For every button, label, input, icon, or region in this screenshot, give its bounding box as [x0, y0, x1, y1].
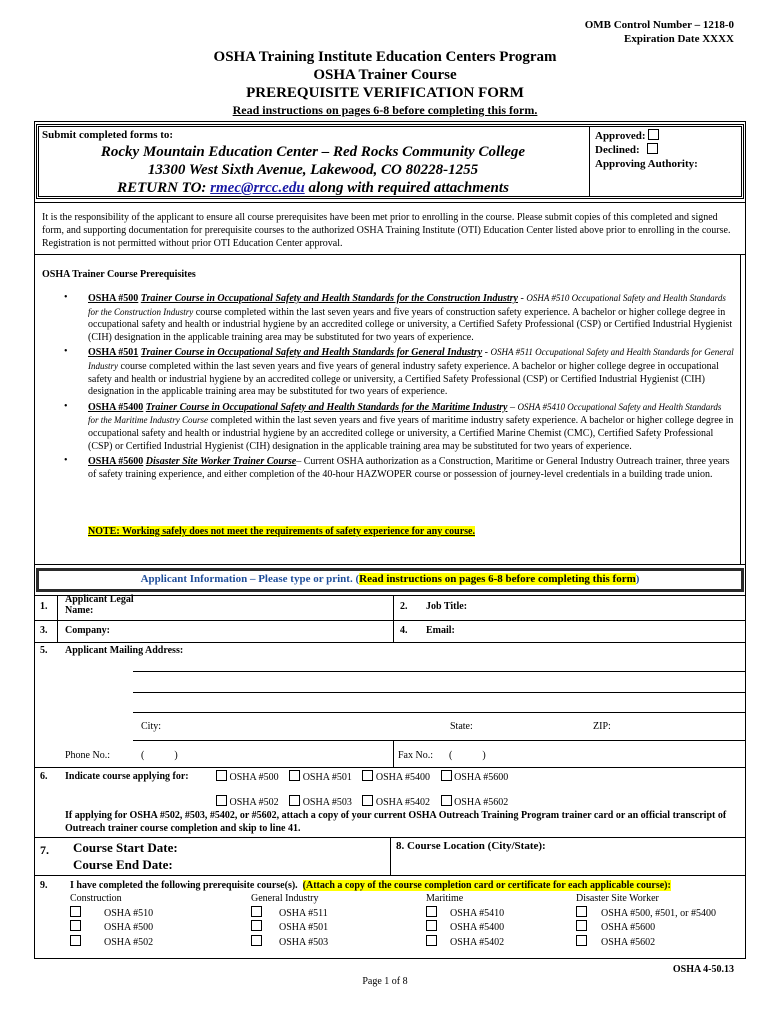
- checkbox[interactable]: [441, 770, 452, 781]
- course-checkbox-item[interactable]: OSHA #510: [70, 906, 153, 921]
- safety-note: NOTE: Working safely does not meet the requirements of safety experience for any course.: [88, 526, 475, 537]
- email-input[interactable]: [462, 622, 738, 640]
- checkbox[interactable]: [289, 795, 300, 806]
- course-checkbox-item[interactable]: OSHA #5410: [426, 906, 504, 921]
- row-5-number: 5.: [40, 645, 48, 656]
- job-title-input[interactable]: [480, 597, 738, 617]
- form-number: OSHA 4-50.13: [672, 964, 734, 975]
- option-osha-5402[interactable]: OSHA #5402: [362, 797, 430, 808]
- responsibility-text: It is the responsibility of the applicant to ensure all course prerequisites have been met prior to enrolling in the course. Please submit copies of this completed and signed form, and supporting documentation for prerequisite courses to the authorized OSHA Training Institute (OTI) Education Center listed above prior to enrolling in the course. Registration is not permitted without prior OTI Education Center approval.: [42, 212, 731, 249]
- prerequisites-heading: OSHA Trainer Course Prerequisites: [42, 269, 196, 280]
- declined-label: Declined:: [595, 144, 640, 156]
- street-address: 13300 West Sixth Avenue, Lakewood, CO 80228-1255: [147, 162, 479, 178]
- state-label: State:: [450, 721, 473, 732]
- course-options-row-2: [216, 795, 516, 808]
- course-checkbox-item[interactable]: OSHA #501: [251, 920, 328, 935]
- phone-label: Phone No.:: [65, 750, 110, 761]
- course-end-date-label: Course End Date:: [73, 857, 173, 872]
- address-line-1[interactable]: [133, 671, 745, 672]
- course-options-row-1: [216, 770, 516, 783]
- prereq-item-501: • OSHA #501 Trainer Course in Occupational Safety and Health Standards for General Industry - OSHA #511 Occupational Safety and Health Standards for General Industry course completed within the last seven years and five years of general industry safety experience. A bachelor or higher college degree in occupational safety and health or industrial hygiene by an accredited college or university, a Certified Safety Professional (CSP) or Certified Industrial Hygienist (CIH) designation in the applicable training area may be substituted for two years of experience.: [64, 346, 734, 398]
- course-checkbox-item[interactable]: OSHA #500: [70, 920, 153, 935]
- option-osha-5400[interactable]: OSHA #5400: [362, 772, 430, 783]
- submit-label: Submit completed forms to:: [42, 129, 174, 141]
- option-osha-5600[interactable]: OSHA #5600: [441, 772, 509, 783]
- email-label: Email:: [426, 625, 455, 636]
- title-program: OSHA Training Institute Education Centers Program: [213, 49, 557, 65]
- course-checkbox-item[interactable]: OSHA #502: [70, 935, 153, 950]
- title-course: OSHA Trainer Course: [313, 67, 457, 83]
- course-checkbox-item[interactable]: OSHA #5400: [426, 920, 504, 935]
- checkbox[interactable]: [362, 770, 373, 781]
- option-osha-502[interactable]: OSHA #502: [216, 797, 279, 808]
- address-line-3[interactable]: [133, 712, 745, 713]
- row-2-number: 2.: [400, 601, 408, 612]
- row-9-number: 9.: [40, 880, 48, 891]
- fax-input[interactable]: ( ): [449, 750, 486, 761]
- row-6-number: 6.: [40, 771, 48, 782]
- column-general-industry: [251, 892, 328, 949]
- option-osha-501[interactable]: OSHA #501: [289, 772, 352, 783]
- omb-block: [585, 18, 734, 46]
- approval-block: [595, 129, 698, 171]
- row-1-number: 1.: [40, 601, 48, 612]
- expiration-date: Expiration Date XXXX: [624, 33, 734, 45]
- title-block: [0, 48, 770, 102]
- checkbox[interactable]: [441, 795, 452, 806]
- course-location-input[interactable]: [396, 856, 740, 874]
- prereq-item-5400: • OSHA #5400 Trainer Course in Occupational Safety and Health Standards for the Maritime Industry – OSHA #5410 Occupational Safety and Health Standards for the Maritime Industry Course completed within the last seven years and five years of maritime industry safety experience. A bachelor or higher college degree in occupational safety and health or industrial hygiene by an accredited college or university, a Certified Marine Chemist (CMC), Certified Safety Professional (CSP) or Certified Industrial Hygienist (CIH) designation in the applicable training area may be substituted for two years of experience.: [64, 400, 734, 452]
- checkbox[interactable]: [216, 770, 227, 781]
- approving-authority-label: Approving Authority:: [595, 158, 698, 170]
- mailing-address-label: Applicant Mailing Address:: [65, 645, 184, 656]
- approved-checkbox[interactable]: [648, 129, 659, 140]
- page-number: Page 1 of 8: [362, 976, 408, 987]
- checkbox[interactable]: [362, 795, 373, 806]
- return-to-line: RETURN TO: rmec@rrcc.edu along with required attachments: [117, 180, 509, 196]
- column-construction: [70, 892, 153, 949]
- completed-courses-heading: I have completed the following prerequisite course(s). (Attach a copy of the course completion card or certificate for each applicable course):: [70, 880, 671, 891]
- checkbox[interactable]: [289, 770, 300, 781]
- address-line-2[interactable]: [133, 692, 745, 693]
- course-location-label: 8. Course Location (City/State):: [396, 840, 546, 852]
- course-dates-input[interactable]: [190, 839, 385, 873]
- phone-input[interactable]: ( ): [141, 750, 178, 761]
- zip-label: ZIP:: [593, 721, 611, 732]
- course-dates: [73, 839, 178, 873]
- fax-label: Fax No.:: [398, 750, 433, 761]
- row-3-number: 3.: [40, 625, 48, 636]
- prereq-item-5600: • OSHA #5600 Disaster Site Worker Trainer Course– Current OSHA authorization as a Construction, Maritime or General Industry Outreach trainer, three years of safety training experience, and either completion of the 40-hour HAZWOPER course or possession of journey-level credentials in a building trade union.: [64, 455, 730, 480]
- company-input[interactable]: [120, 622, 388, 640]
- row-4-number: 4.: [400, 625, 408, 636]
- course-checkbox-item[interactable]: OSHA #5602: [576, 935, 716, 950]
- instructions-note: Read instructions on pages 6-8 before completing this form.: [232, 103, 538, 117]
- outreach-instructions: If applying for OSHA #502, #503, #5402, or #5602, attach a copy of your current OSHA Outreach Training Program trainer card or an official transcript of Outreach trainer course completion and skip to line 41.: [65, 810, 727, 834]
- course-checkbox-item[interactable]: OSHA #5402: [426, 935, 504, 950]
- submit-address: [40, 143, 586, 197]
- column-title: General Industry: [251, 893, 319, 904]
- column-maritime: [426, 892, 504, 949]
- checkbox[interactable]: [216, 795, 227, 806]
- course-checkbox-item[interactable]: OSHA #503: [251, 935, 328, 950]
- prerequisites-list: [64, 292, 734, 483]
- job-title-label: Job Title:: [426, 601, 468, 612]
- column-title: Maritime: [426, 893, 464, 904]
- legal-name-input[interactable]: [150, 597, 388, 617]
- row-7-number: 7.: [40, 843, 49, 857]
- column-title: Construction: [70, 893, 122, 904]
- course-checkbox-item[interactable]: OSHA #5600: [576, 920, 716, 935]
- declined-checkbox[interactable]: [647, 143, 658, 154]
- approved-label: Approved:: [595, 130, 646, 142]
- city-label: City:: [141, 721, 162, 732]
- prereq-item-500: • OSHA #500 Trainer Course in Occupational Safety and Health Standards for the Construction Industry - OSHA #510 Occupational Safety and Health Standards for the Construction Industry course completed within the last seven years and five years of construction safety experience. A bachelor or higher college degree in occupational safety and health or industrial hygiene by an accredited college or university, a Certified Safety Professional (CSP) or Certified Industrial Hygienist (CIH) designation in the applicable training area may be substituted for two years of experience.: [64, 292, 733, 343]
- column-title: Disaster Site Worker: [576, 893, 659, 904]
- applying-for-label: Indicate course applying for:: [65, 771, 189, 782]
- course-start-date-label: Course Start Date:: [73, 840, 178, 855]
- option-osha-503[interactable]: OSHA #503: [289, 797, 352, 808]
- option-osha-500[interactable]: OSHA #500: [216, 772, 279, 783]
- company-label: Company:: [65, 625, 111, 636]
- education-center: Rocky Mountain Education Center – Red Rocks Community College: [100, 144, 526, 160]
- course-checkbox-item[interactable]: OSHA #511: [251, 906, 328, 921]
- title-form: PREREQUISITE VERIFICATION FORM: [246, 85, 524, 101]
- column-disaster-site-worker: [576, 892, 716, 949]
- return-email-link[interactable]: rmec@rrcc.edu: [210, 180, 305, 196]
- legal-name-label: Applicant Legal Name:: [65, 594, 134, 616]
- omb-control-number: OMB Control Number – 1218-0: [584, 19, 734, 31]
- option-osha-5602[interactable]: OSHA #5602: [441, 797, 509, 808]
- applicant-banner-text: Applicant Information – Please type or print. (Read instructions on pages 6-8 before completing this form): [140, 573, 640, 585]
- course-checkbox-item[interactable]: OSHA #500, #501, or #5400: [576, 906, 716, 921]
